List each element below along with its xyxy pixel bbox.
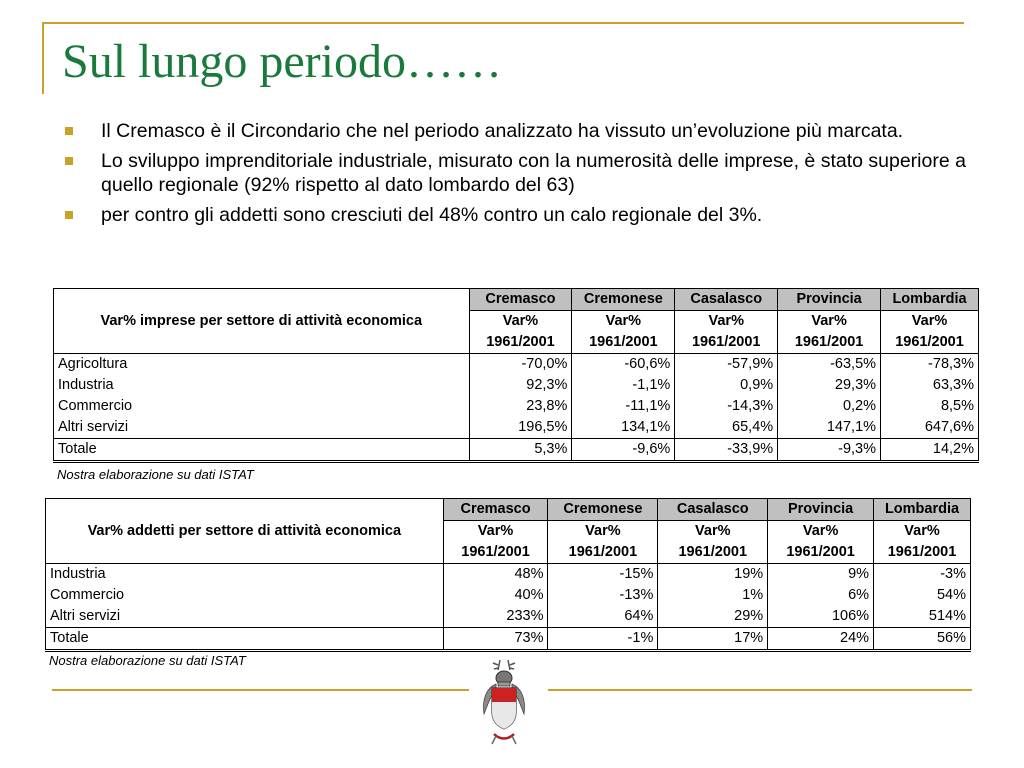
var-label: Var% [778,311,881,333]
table-cell: -33,9% [675,439,778,462]
table-cell: 134,1% [572,417,675,439]
table-row [54,354,979,376]
table-cell: -60,6% [572,354,675,376]
table-cell: 24% [768,628,874,651]
table-cell: 647,6% [881,417,979,439]
source-note: Nostra elaborazione su dati ISTAT [49,653,246,668]
table-cell: 0,2% [778,396,881,417]
imprese-table [53,288,979,463]
column-header: Provincia [778,289,881,311]
bullet-item [60,119,1000,143]
total-label: Totale [54,439,470,462]
table-cell: 14,2% [881,439,979,462]
table-cell: -15% [548,564,658,586]
table-row [46,606,971,628]
table-cell: 92,3% [469,375,572,396]
table-cell: 56% [874,628,971,651]
total-row [46,628,971,651]
table-cell: 73% [443,628,548,651]
var-label: Var% [881,311,979,333]
table-cell: 23,8% [469,396,572,417]
table-cell: -70,0% [469,354,572,376]
period-label: 1961/2001 [778,332,881,354]
table-cell: 233% [443,606,548,628]
period-label: 1961/2001 [881,332,979,354]
sector-label: Industria [54,375,470,396]
source-note: Nostra elaborazione su dati ISTAT [57,467,254,482]
sector-label: Altri servizi [46,606,444,628]
table-row [54,417,979,439]
period-label: 1961/2001 [658,542,768,564]
table-cell: 65,4% [675,417,778,439]
table-cell: -3% [874,564,971,586]
period-label: 1961/2001 [675,332,778,354]
table-cell: 514% [874,606,971,628]
var-label: Var% [658,521,768,543]
column-header: Lombardia [874,499,971,521]
table-cell: 29% [658,606,768,628]
column-header: Cremasco [443,499,548,521]
sector-label: Agricoltura [54,354,470,376]
table-cell: 9% [768,564,874,586]
table-cell: -1,1% [572,375,675,396]
table-cell: 1% [658,585,768,606]
square-bullet-icon [65,211,73,219]
table-cell: 0,9% [675,375,778,396]
table-cell: -63,5% [778,354,881,376]
sector-label: Altri servizi [54,417,470,439]
column-header: Casalasco [675,289,778,311]
bullet-item [60,149,1000,197]
coat-of-arms-icon [476,656,532,746]
table-cell: 8,5% [881,396,979,417]
column-header: Lombardia [881,289,979,311]
column-header: Casalasco [658,499,768,521]
bullet-text: Lo sviluppo imprenditoriale industriale, misurato con la numerosità delle imprese, è stato superiore a quello regionale (92% rispetto al dato lombardo del 63) [101,150,966,196]
sector-label: Commercio [46,585,444,606]
table-cell: 48% [443,564,548,586]
table-row [46,585,971,606]
var-label: Var% [572,311,675,333]
table-cell: -57,9% [675,354,778,376]
total-label: Totale [46,628,444,651]
slide-title: Sul lungo periodo…… [62,35,502,88]
period-label: 1961/2001 [548,542,658,564]
table-cell: -9,6% [572,439,675,462]
var-label: Var% [443,521,548,543]
bullet-text: per contro gli addetti sono cresciuti del 48% contro un calo regionale del 3%. [101,204,763,226]
period-label: 1961/2001 [469,332,572,354]
footer-rule-left [52,689,469,691]
square-bullet-icon [65,157,73,165]
table-cell: -78,3% [881,354,979,376]
addetti-table [45,498,971,652]
table-row-header: Var% addetti per settore di attività economica [46,499,444,564]
bullet-text: Il Cremasco è il Circondario che nel periodo analizzato ha vissuto un’evoluzione più marcata. [101,120,904,142]
frame-vertical-line [42,22,44,94]
period-label: 1961/2001 [874,542,971,564]
column-header: Cremonese [572,289,675,311]
footer-rule-right [548,689,972,691]
sector-label: Commercio [54,396,470,417]
square-bullet-icon [65,127,73,135]
var-label: Var% [469,311,572,333]
table-row [46,564,971,586]
table-cell: 63,3% [881,375,979,396]
table-cell: 64% [548,606,658,628]
table-row [54,375,979,396]
var-label: Var% [768,521,874,543]
total-row [54,439,979,462]
sector-label: Industria [46,564,444,586]
bullet-list [60,119,1000,233]
table-cell: 29,3% [778,375,881,396]
frame-horizontal-line [42,22,964,24]
period-label: 1961/2001 [768,542,874,564]
table-cell: 54% [874,585,971,606]
period-label: 1961/2001 [443,542,548,564]
table-cell: -13% [548,585,658,606]
table-cell: 19% [658,564,768,586]
table-cell: -9,3% [778,439,881,462]
table-cell: 6% [768,585,874,606]
table-row [54,396,979,417]
table-cell: -14,3% [675,396,778,417]
table-cell: 17% [658,628,768,651]
table-cell: 106% [768,606,874,628]
table-row-header: Var% imprese per settore di attività economica [54,289,470,354]
table-cell: 196,5% [469,417,572,439]
column-header: Provincia [768,499,874,521]
var-label: Var% [548,521,658,543]
table-cell: 5,3% [469,439,572,462]
column-header: Cremonese [548,499,658,521]
var-label: Var% [675,311,778,333]
table-cell: 147,1% [778,417,881,439]
var-label: Var% [874,521,971,543]
column-header: Cremasco [469,289,572,311]
table-cell: 40% [443,585,548,606]
table-cell: -11,1% [572,396,675,417]
bullet-item [60,203,1000,227]
table-cell: -1% [548,628,658,651]
period-label: 1961/2001 [572,332,675,354]
